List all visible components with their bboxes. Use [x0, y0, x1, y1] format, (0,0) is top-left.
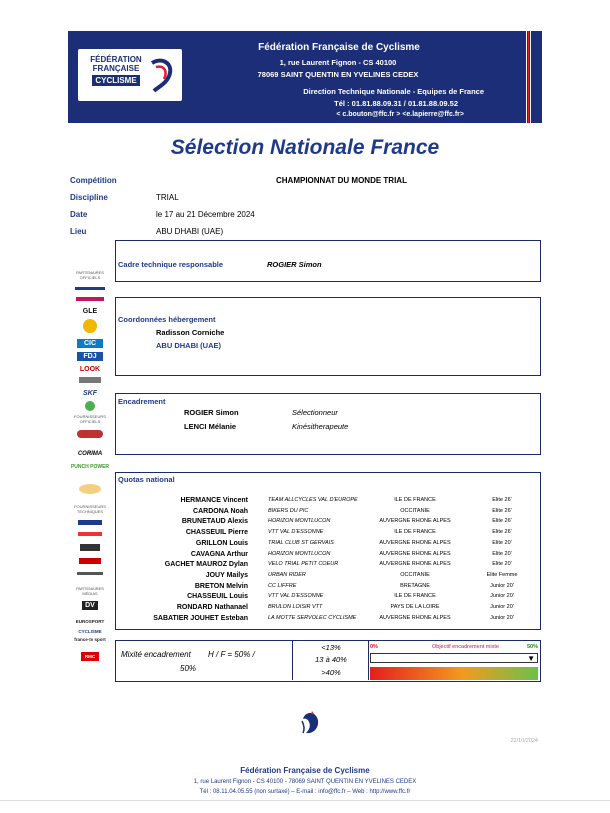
scale-max: 50% — [526, 644, 538, 650]
sponsor-logo-slot — [68, 319, 112, 333]
athlete-name: CARDONA Noah — [193, 507, 248, 515]
athlete-name: CAVAGNA Arthur — [190, 550, 248, 558]
letterhead-banner — [68, 31, 542, 123]
ffc-logo — [78, 49, 182, 101]
athlete-club: BRULON LOISIR VTT — [268, 604, 323, 610]
footer-contact[interactable]: Tél : 08.11.04.05.55 (non surtaxé) – E-mail : info@ffc.fr – Web : http://www.ffc.fr — [199, 789, 411, 795]
mixite-level: <13% — [321, 643, 341, 652]
sponsor-logo-slot — [68, 484, 112, 496]
athlete-region: PAYS DE LA LOIRE — [390, 604, 440, 610]
athlete-region: BRETAGNE — [400, 582, 430, 589]
sponsor-logo: CORIMA — [77, 451, 103, 457]
athlete-club: TEAM ALLCYCLES VAL D'EUROPE — [268, 497, 358, 503]
table-row — [116, 551, 542, 561]
athlete-club: HORIZON MONTLUCON — [268, 518, 331, 525]
athlete-name: CHASSEUIL Pierre — [185, 529, 248, 537]
footer-title: Fédération Française de Cyclisme — [240, 766, 370, 775]
date-label: Date — [70, 210, 88, 219]
athlete-name: JOUY Mailys — [205, 571, 248, 579]
athlete-category: Junior 20' — [490, 604, 514, 610]
sponsor-logo-slot — [68, 297, 112, 305]
athlete-club: LA MOTTE SERVOLEC CYCLISME — [268, 614, 357, 621]
mixite-dropdown[interactable] — [370, 653, 538, 663]
logo-line-2: FRANÇAISE — [92, 64, 140, 73]
athlete-category: Junior 20' — [490, 582, 514, 589]
staff-role: Kinésitherapeute — [292, 422, 349, 431]
cadre-name: ROGIER Simon — [267, 260, 322, 269]
sponsor-logo-slot — [68, 520, 112, 528]
athlete-club: VTT VAL D'ESSONNE — [268, 529, 324, 536]
header-address-1: 1, rue Laurent Fignon - CS 40100 — [279, 58, 397, 67]
athlete-category: Elite 26' — [492, 497, 512, 503]
scale-title: Objectif encadrement mixte — [432, 644, 499, 650]
page-title: Sélection Nationale France — [170, 136, 440, 159]
athlete-category: Elite 20' — [492, 539, 512, 546]
athlete-club: BIKERS DU PIC — [268, 507, 309, 514]
athlete-name: HERMANCE Vincent — [180, 497, 248, 504]
athlete-category: Elite 20' — [492, 561, 512, 568]
athlete-name: CHASSEUIL Louis — [187, 593, 248, 601]
athlete-region: AUVERGNE RHONE ALPES — [379, 550, 451, 557]
staff-role: Sélectionneur — [292, 408, 338, 417]
table-row — [116, 593, 542, 603]
quotas-label: Quotas national — [118, 475, 175, 484]
lieu-label: Lieu — [70, 227, 87, 236]
sponsor-logo: SKF — [83, 390, 97, 397]
athlete-club: VELO TRIAL PETIT COEUR — [268, 561, 339, 568]
athlete-name: GRILLON Louis — [195, 539, 248, 547]
logo-line-1: FÉDÉRATION — [90, 55, 142, 64]
cadre-label: Cadre technique responsable — [118, 260, 224, 269]
header-title: Fédération Française de Cyclisme — [258, 42, 420, 53]
quotas-box — [115, 472, 541, 630]
partners-media-caption: PARTENAIRES MÉDIAS — [76, 586, 104, 596]
encadrement-label: Encadrement — [118, 397, 166, 406]
athlete-region: OCCITANIE — [400, 571, 430, 578]
header-dtn: Direction Technique Nationale - Equipes de France — [303, 87, 484, 96]
sponsor-logo-slot — [68, 572, 112, 580]
athlete-name: GACHET MAUROZ Dylan — [164, 561, 248, 569]
discipline-value: TRIAL — [156, 193, 179, 202]
tricolor-stripes — [526, 31, 532, 123]
athlete-region: ILE DE FRANCE — [394, 497, 436, 503]
athlete-club: VTT VAL D'ESSONNE — [268, 593, 324, 600]
scale-min: 0% — [370, 644, 378, 650]
table-row — [116, 583, 542, 593]
lieu-value: ABU DHABI (UAE) — [156, 227, 224, 236]
athlete-name: RONDARD Nathanael — [176, 604, 248, 611]
sponsor-logo: LOOK — [79, 366, 101, 373]
mixite-scale — [370, 644, 538, 678]
header-phone: Tél : 01.81.88.09.31 / 01.81.88.09.52 — [334, 99, 458, 108]
mixite-percent: 50% — [180, 664, 197, 673]
sponsor-logo-slot — [68, 558, 112, 566]
cadre-technique-box — [115, 240, 541, 282]
athlete-region: AUVERGNE RHONE ALPES — [379, 539, 451, 546]
competition-value: CHAMPIONNAT DU MONDE TRIAL — [276, 176, 407, 185]
athlete-category: Elite 26' — [492, 518, 512, 525]
partners-official-caption: PARTENAIRES OFFICIELS — [76, 270, 104, 280]
logo-line-3: CYCLISME — [92, 75, 139, 86]
date-value: le 17 au 21 Décembre 2024 — [156, 210, 255, 219]
athlete-name: BRUNETAUD Alexis — [181, 518, 248, 526]
suppliers-official-caption: FOURNISSEURS OFFICIELS — [74, 414, 106, 424]
sponsor-logo: PUNCH POWER — [70, 464, 110, 470]
athlete-region: ILE DE FRANCE — [394, 593, 436, 600]
athlete-region: ILE DE FRANCE — [394, 529, 436, 536]
swoosh-icon — [148, 57, 174, 93]
suppliers-technical-caption: FOURNISSEURS TECHNIQUES — [74, 504, 106, 514]
table-row — [116, 518, 542, 528]
table-row — [116, 604, 542, 614]
sponsor-logo: CYCLISME — [78, 629, 102, 634]
sponsor-logo-slot — [68, 287, 112, 295]
athlete-category: Junior 20' — [490, 614, 514, 621]
header-email[interactable]: < c.bouton@ffc.fr > <e.lapierre@ffc.fr> — [336, 111, 464, 118]
sponsor-logo: EUROSPORT — [75, 619, 105, 624]
table-row — [116, 572, 542, 582]
sponsor-logo: GLE — [82, 308, 98, 315]
athlete-name: SABATIER JOUHET Esteban — [153, 614, 248, 622]
sponsor-logo: DV — [82, 601, 98, 610]
discipline-label: Discipline — [70, 193, 108, 202]
sponsor-logo-slot — [68, 401, 112, 411]
athlete-category: Elite 20' — [492, 550, 512, 557]
sponsor-logo: RMC — [81, 652, 99, 661]
date-stamp: 22/10/2024 — [510, 738, 538, 744]
athlete-region: AUVERGNE RHONE ALPES — [379, 614, 451, 621]
rooster-icon — [296, 709, 324, 737]
staff-name: ROGIER Simon — [184, 408, 239, 417]
mixite-label: Mixité encadrement — [121, 650, 191, 659]
mixite-ratio: H / F = 50% / — [208, 650, 255, 659]
hotel-city: ABU DHABI (UAE) — [156, 341, 221, 350]
athlete-club: URBAN RIDER — [268, 571, 306, 578]
athlete-region: AUVERGNE RHONE ALPES — [379, 518, 451, 525]
hebergement-box — [115, 297, 541, 376]
sponsor-logo-slot — [68, 544, 112, 552]
encadrement-box — [115, 393, 541, 455]
table-row — [116, 508, 542, 518]
sponsor-logo: CIC — [77, 339, 103, 348]
athlete-category: Elite 26' — [492, 507, 512, 514]
athlete-name: BRETON Melvin — [194, 582, 248, 590]
sponsor-logo: FDJ — [77, 352, 103, 361]
table-row — [116, 497, 542, 507]
header-address-2: 78069 SAINT QUENTIN EN YVELINES CEDEX — [257, 70, 419, 79]
competition-label: Compétition — [70, 176, 117, 185]
athlete-category: Junior 20' — [490, 593, 514, 600]
sponsor-logo: france·tv sport — [74, 637, 106, 642]
mixite-level: >40% — [321, 668, 341, 677]
athlete-club: CC LIFFRE — [268, 582, 297, 589]
sponsor-logo-slot — [68, 377, 112, 385]
footer-address: 1, rue Laurent Fignon - CS 40100 - 78069 SAINT QUENTIN EN YVELINES CEDEX — [193, 779, 417, 785]
sponsor-logo-slot — [68, 532, 112, 540]
sponsor-logo-slot — [68, 430, 112, 440]
table-row — [116, 615, 542, 625]
table-row — [116, 540, 542, 550]
athlete-club: HORIZON MONTLUCON — [268, 550, 331, 557]
staff-name: LENCI Mélanie — [184, 422, 237, 431]
hotel-name: Radisson Corniche — [156, 328, 225, 337]
athlete-category: Elite 26' — [492, 529, 512, 536]
chevron-down-icon[interactable]: ▼ — [527, 654, 535, 663]
athlete-region: AUVERGNE RHONE ALPES — [379, 561, 451, 568]
athlete-category: Elite Femme — [486, 571, 518, 578]
mixite-level: 13 à 40% — [315, 655, 347, 664]
footer-divider — [0, 800, 610, 801]
athlete-club: TRIAL CLUB ST GERVAIS — [268, 539, 334, 546]
table-row — [116, 561, 542, 571]
hebergement-label: Coordonnées hébergement — [118, 315, 216, 324]
mixite-box — [115, 640, 541, 682]
athlete-region: OCCITANIE — [400, 507, 430, 514]
color-gradient-bar — [370, 667, 538, 680]
table-row — [116, 529, 542, 539]
